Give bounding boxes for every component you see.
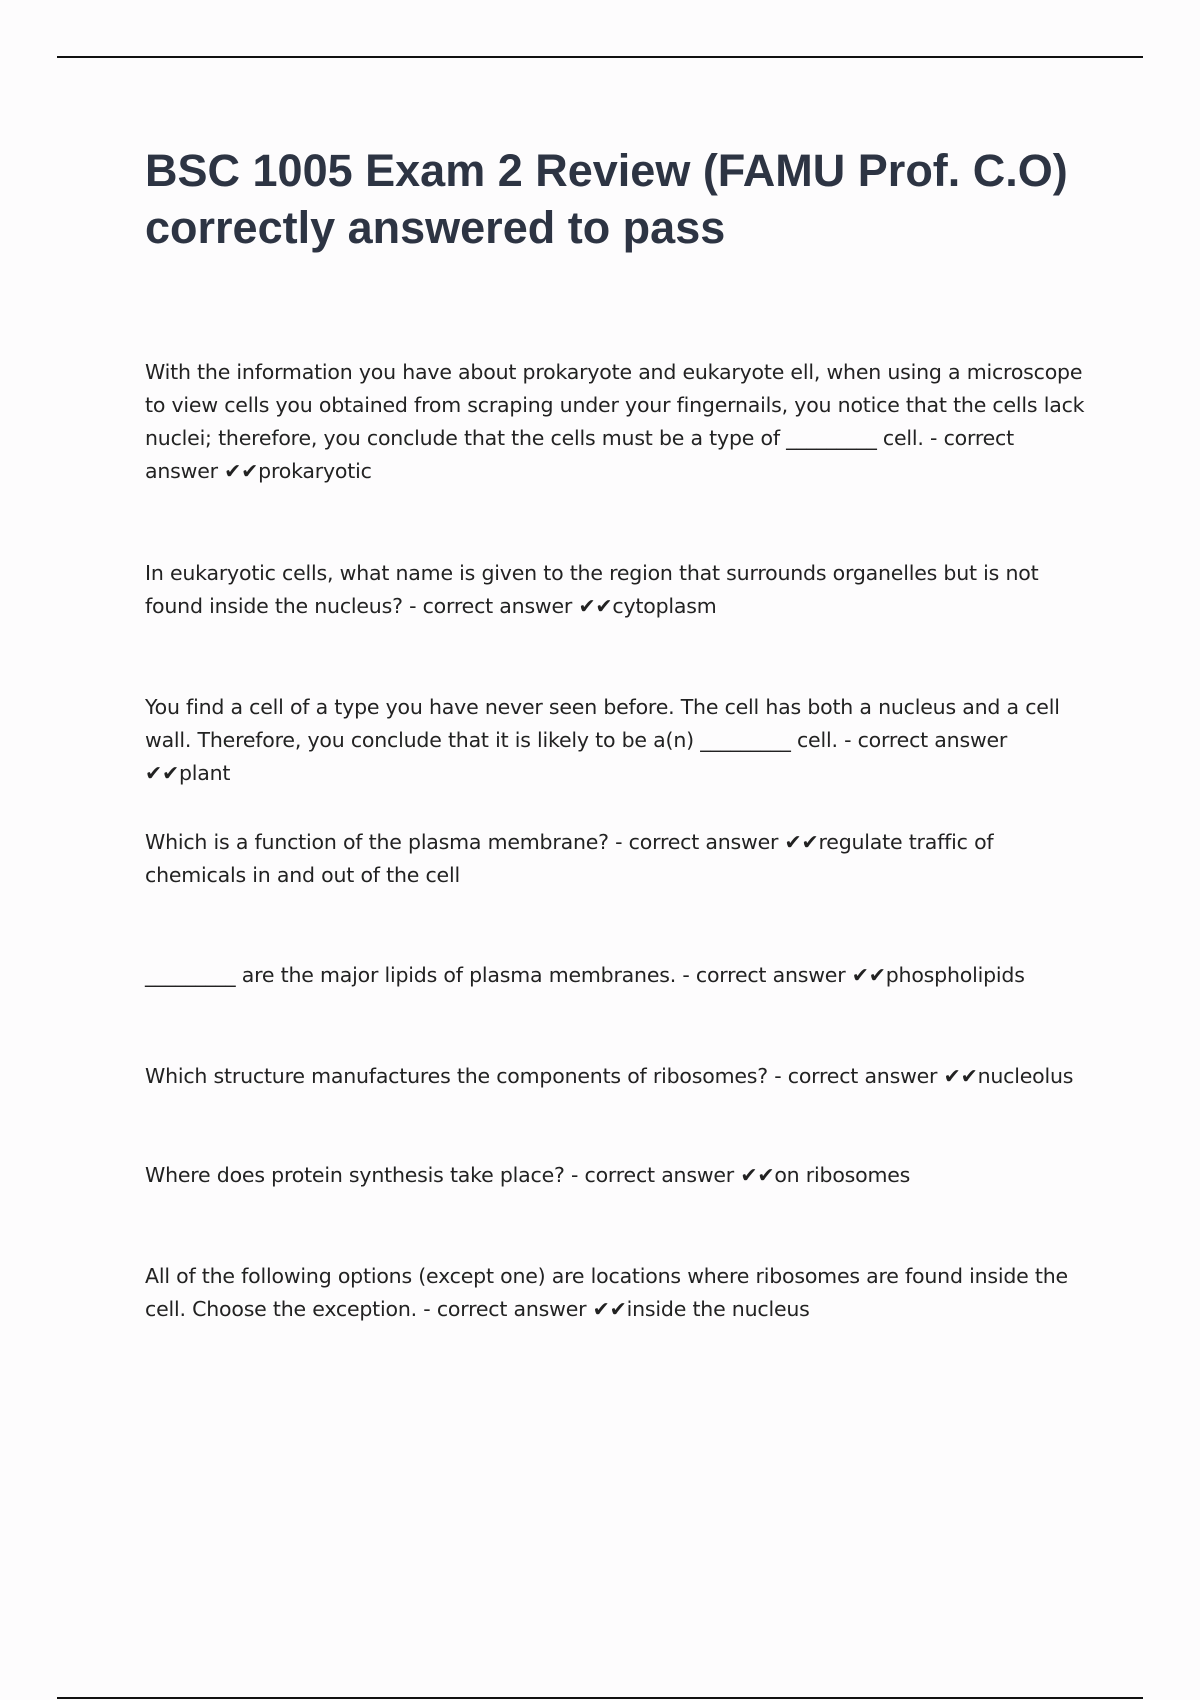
check-marks-icon: ✔✔ bbox=[224, 459, 259, 483]
question-text: You find a cell of a type you have never seen before. The cell has both a nucleus and a cell wall. Therefore, you conclude that it is likely to be a(n) _________ cell. bbox=[145, 695, 1060, 752]
answer-text: prokaryotic bbox=[258, 459, 372, 483]
answer-text: cytoplasm bbox=[612, 594, 717, 618]
answer-separator: - correct answer bbox=[676, 963, 852, 987]
question-text: Where does protein synthesis take place? bbox=[145, 1163, 565, 1187]
answer-separator: - correct answer bbox=[564, 1163, 741, 1187]
question-text: Which structure manufactures the components of ribosomes? bbox=[145, 1064, 768, 1088]
qa-item bbox=[145, 1159, 1085, 1192]
answer-separator: - correct answer bbox=[416, 1297, 593, 1321]
answer-text: inside the nucleus bbox=[626, 1297, 810, 1321]
answer-separator: - correct answer bbox=[145, 426, 1014, 483]
question-text: In eukaryotic cells, what name is given to the region that surrounds organelles but is not found inside the nucleus? bbox=[145, 561, 1039, 618]
check-marks-icon: ✔✔ bbox=[943, 1064, 978, 1088]
answer-separator: - correct answer bbox=[402, 594, 579, 618]
answer-text: plant bbox=[178, 761, 231, 785]
top-divider bbox=[57, 56, 1143, 58]
check-marks-icon: ✔✔ bbox=[784, 830, 819, 854]
answer-text: on ribosomes bbox=[774, 1163, 911, 1187]
answer-separator: - correct answer bbox=[837, 728, 1008, 752]
qa-item bbox=[145, 826, 1085, 892]
question-text: With the information you have about prokaryote and eukaryote ell, when using a microscope to view cells you obtained from scraping under your fingernails, you notice that the cells lack nuclei; therefore, you conclude that the cells must be a type of _________ cell. bbox=[145, 360, 1085, 450]
question-text: Which is a function of the plasma membrane? bbox=[145, 830, 609, 854]
document-title: BSC 1005 Exam 2 Review (FAMU Prof. C.O) correctly answered to pass bbox=[145, 145, 1068, 253]
qa-item bbox=[145, 959, 1085, 992]
qa-item bbox=[145, 1260, 1085, 1326]
answer-text: nucleolus bbox=[977, 1064, 1074, 1088]
answer-separator: - correct answer bbox=[767, 1064, 944, 1088]
answer-text: regulate traffic of chemicals in and out of the cell bbox=[145, 830, 994, 887]
check-marks-icon: ✔✔ bbox=[145, 761, 179, 785]
check-marks-icon: ✔✔ bbox=[578, 594, 613, 618]
check-marks-icon: ✔✔ bbox=[592, 1297, 627, 1321]
bottom-divider bbox=[57, 1697, 1143, 1699]
answer-separator: - correct answer bbox=[608, 830, 785, 854]
qa-item bbox=[145, 1060, 1085, 1093]
answer-text: phospholipids bbox=[885, 963, 1025, 987]
question-text: All of the following options (except one) are locations where ribosomes are found inside the cell. Choose the exception. bbox=[145, 1264, 1068, 1321]
qa-item bbox=[145, 356, 1085, 488]
qa-item bbox=[145, 691, 1085, 790]
check-marks-icon: ✔✔ bbox=[851, 963, 886, 987]
qa-item bbox=[145, 557, 1085, 623]
check-marks-icon: ✔✔ bbox=[740, 1163, 775, 1187]
question-text: _________ are the major lipids of plasma membranes. bbox=[145, 963, 677, 987]
